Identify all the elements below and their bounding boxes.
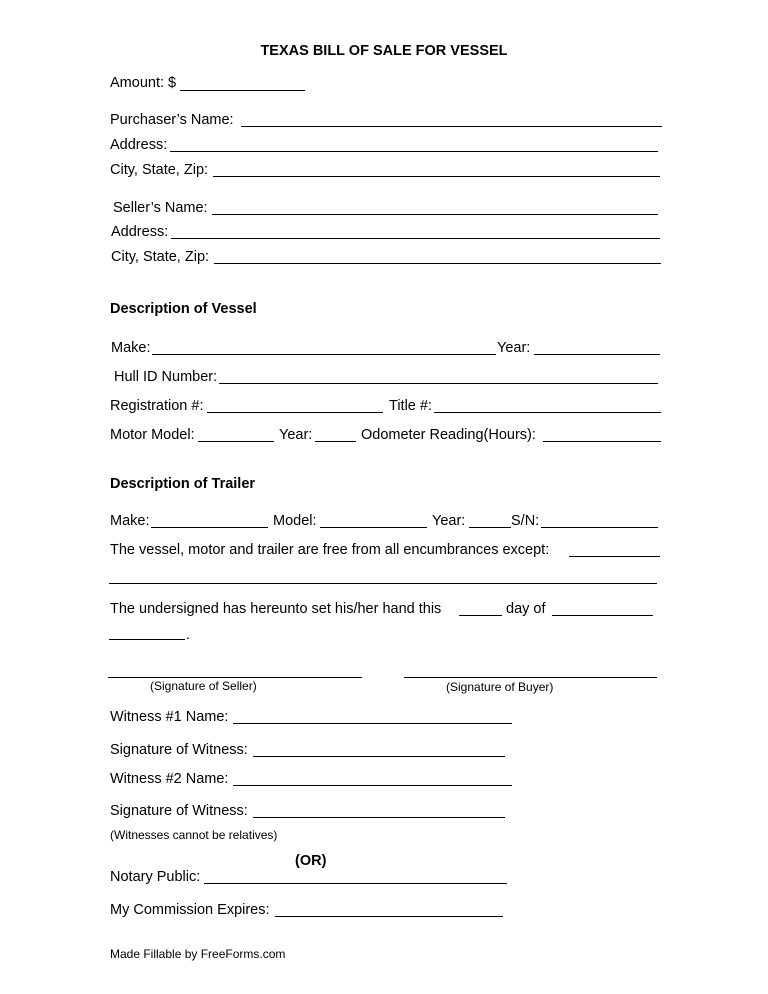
trailer-year-label: Year: [432,513,466,529]
trailer-model-field[interactable] [320,527,427,528]
vessel-year-field[interactable] [534,354,660,355]
motor-year-field[interactable] [315,441,356,442]
or-label: (OR) [295,853,327,869]
trailer-make-field[interactable] [151,527,268,528]
vessel-make-field[interactable] [152,354,496,355]
purchaser-name-label: Purchaser’s Name: [110,112,234,128]
witness2-name-label: Witness #2 Name: [110,771,229,787]
title-number-field[interactable] [434,412,661,413]
commission-field[interactable] [275,916,503,917]
year-field[interactable] [109,639,185,640]
trailer-make-label: Make: [110,513,150,529]
hull-id-field[interactable] [219,383,658,384]
witness2-name-field[interactable] [233,785,512,786]
seller-address-field[interactable] [171,238,660,239]
registration-field[interactable] [207,412,383,413]
seller-address-label: Address: [111,224,169,240]
motor-year-label: Year: [279,427,313,443]
trailer-sn-field[interactable] [541,527,658,528]
witness2-signature-label: Signature of Witness: [110,803,248,819]
seller-name-field[interactable] [212,214,658,215]
notary-label: Notary Public: [110,869,201,885]
encumbrances-field-line2[interactable] [109,583,657,584]
odometer-field[interactable] [543,441,661,442]
trailer-model-label: Model: [273,513,317,529]
notary-field[interactable] [204,883,507,884]
seller-signature-line[interactable] [108,677,362,678]
hull-id-label: Hull ID Number: [114,369,218,385]
day-field[interactable] [459,615,502,616]
encumbrances-text: The vessel, motor and trailer are free from all encumbrances except: [110,542,550,558]
motor-model-label: Motor Model: [110,427,195,443]
registration-label: Registration #: [110,398,204,414]
witness1-signature-label: Signature of Witness: [110,742,248,758]
vessel-heading: Description of Vessel [110,301,257,317]
day-of-text: day of [506,601,546,617]
odometer-label: Odometer Reading(Hours): [361,427,536,443]
amount-label: Amount: $ [110,75,177,91]
commission-label: My Commission Expires: [110,902,270,918]
buyer-signature-caption: (Signature of Buyer) [446,680,554,694]
motor-model-field[interactable] [198,441,274,442]
witness1-name-field[interactable] [233,723,512,724]
title-number-label: Title #: [389,398,432,414]
encumbrances-field[interactable] [569,556,660,557]
purchaser-address-label: Address: [110,137,168,153]
vessel-make-label: Make: [111,340,151,356]
seller-signature-caption: (Signature of Seller) [150,679,257,693]
period-text: . [186,627,191,643]
witness1-name-label: Witness #1 Name: [110,709,229,725]
trailer-year-field[interactable] [469,527,511,528]
witness-note: (Witnesses cannot be relatives) [110,828,278,842]
witness2-signature-field[interactable] [253,817,505,818]
seller-city-label: City, State, Zip: [111,249,210,265]
vessel-year-label: Year: [497,340,531,356]
footer-text: Made Fillable by FreeForms.com [110,947,286,961]
undersigned-text: The undersigned has hereunto set his/her hand this [110,601,442,617]
seller-city-field[interactable] [214,263,661,264]
witness1-signature-field[interactable] [253,756,505,757]
amount-field[interactable] [180,90,305,91]
month-field[interactable] [552,615,653,616]
trailer-sn-label: S/N: [511,513,540,529]
page-title: TEXAS BILL OF SALE FOR VESSEL [260,43,508,59]
buyer-signature-line[interactable] [404,677,657,678]
purchaser-address-field[interactable] [170,151,658,152]
purchaser-city-field[interactable] [213,176,660,177]
trailer-heading: Description of Trailer [110,476,256,492]
purchaser-city-label: City, State, Zip: [110,162,209,178]
seller-name-label: Seller’s Name: [113,200,208,216]
purchaser-name-field[interactable] [241,126,662,127]
